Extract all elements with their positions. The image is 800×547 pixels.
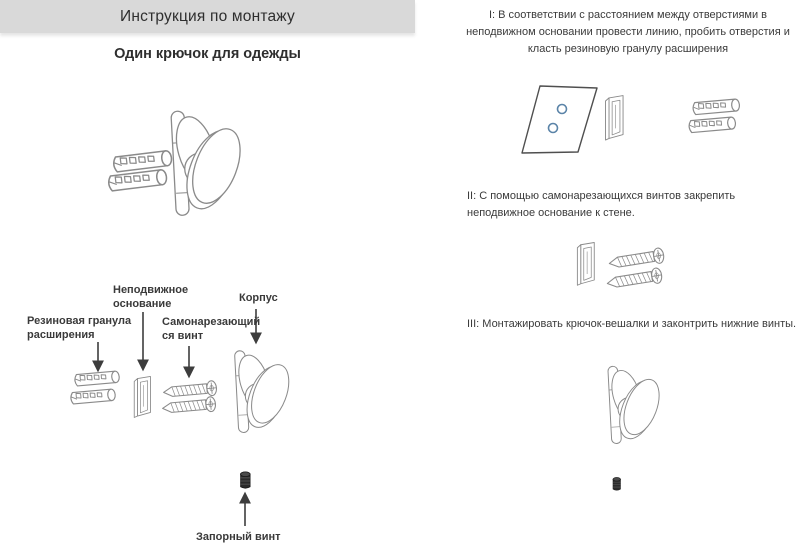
page-title: Инструкция по монтажу (120, 7, 295, 25)
step-2-illustration (540, 232, 720, 312)
hook-body-icon (233, 351, 296, 433)
label-fixed-base: Неподвижное основание (113, 284, 189, 310)
fixed-base-icon (606, 96, 624, 140)
fixed-base-icon (577, 243, 594, 286)
wall-anchor-icon (689, 117, 736, 133)
wall-anchor-icon (74, 371, 119, 386)
hook-body-icon (607, 366, 666, 444)
fixed-base-icon (134, 376, 150, 417)
marking-plate-icon (522, 86, 597, 153)
label-rubber-granule: Резиновая гранула расширения (27, 315, 132, 341)
page-subtitle: Один крючок для одежды (114, 46, 301, 62)
step-2-text: II: С помощью самонарезающихся винтов закрепить неподвижное основание к стене. (467, 190, 736, 219)
hook-body-icon (169, 111, 249, 216)
self-tapping-screw-icon (606, 267, 663, 291)
exploded-parts-illustration (0, 258, 450, 547)
step-1-illustration (500, 78, 760, 183)
step-3-text: III: Монтажировать крючок-вешалки и законтрить нижние винты. (467, 318, 797, 330)
self-tapping-screw-icon (608, 247, 665, 271)
wall-anchor-icon (113, 150, 172, 172)
set-screw-icon (241, 472, 251, 488)
title-bar (0, 0, 415, 33)
self-tapping-screw-icon (162, 396, 216, 415)
hook-with-anchors-illustration (95, 92, 290, 242)
label-self-tapping-screw: Самонарезающий ся винт (162, 316, 261, 342)
wall-anchor-icon (70, 389, 115, 404)
step-3-illustration (560, 352, 700, 500)
step-1-text: I: В соответствии с расстоянием между отверстиями в неподвижном основании провести линию, пробить отверстия и класть резиновую гранулу расширения (466, 9, 790, 55)
label-locking-screw: Запорный винт (196, 531, 281, 543)
label-body: Корпус (239, 292, 278, 304)
wall-anchor-icon (108, 169, 167, 191)
set-screw-icon (613, 477, 621, 490)
wall-anchor-icon (693, 99, 740, 115)
